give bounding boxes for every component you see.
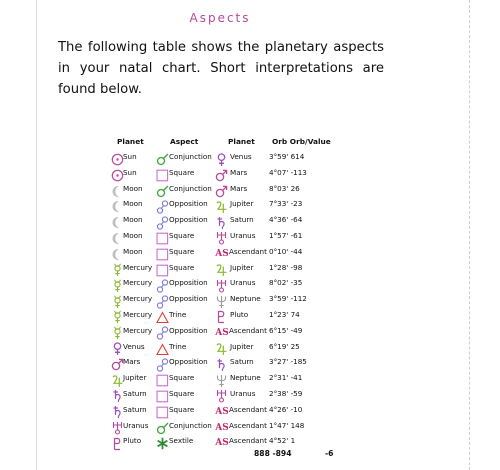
- ascendant-icon: AS: [215, 422, 229, 433]
- planet-2-label: Uranus: [230, 230, 256, 240]
- aspect-label: Square: [169, 373, 195, 383]
- orb-value: 4°07' -113: [269, 167, 307, 177]
- aspect-label: Square: [169, 262, 195, 272]
- table-row: [0, 402, 500, 418]
- aspect-label: Conjunction: [169, 152, 212, 161]
- aspect-label: Trine: [169, 341, 187, 351]
- aspect-label: Trine: [169, 309, 187, 319]
- pluto-icon: [110, 436, 124, 451]
- orb-value: 4°36' -64: [269, 215, 303, 225]
- planet-1-label: Venus: [123, 341, 145, 351]
- orb-value: 3°27' -185: [269, 357, 307, 367]
- planet-2-label: Ascendant: [229, 420, 267, 430]
- table-row: [0, 244, 500, 260]
- planet-2-label: Pluto: [230, 309, 249, 319]
- orb-value: 1°28' -98: [269, 262, 303, 272]
- sextile-icon: [155, 436, 169, 451]
- footer-total: 888 -894: [254, 449, 292, 458]
- table-row: [0, 418, 500, 434]
- planet-1-label: Saturn: [123, 404, 147, 414]
- planet-1-label: Moon: [123, 215, 143, 225]
- aspect-label: Opposition: [169, 199, 208, 209]
- table-row: [0, 339, 500, 355]
- aspect-label: Square: [169, 230, 195, 240]
- planet-2-label: Ascendant: [229, 246, 267, 256]
- planet-1-label: Mercury: [123, 278, 153, 288]
- planet-2-label: Uranus: [230, 388, 256, 398]
- planet-1-label: Moon: [123, 246, 143, 256]
- orb-value: 2°38' -59: [269, 388, 303, 398]
- orb-value: 1°47' 148: [269, 420, 305, 430]
- orb-value: 1°23' 74: [269, 309, 300, 319]
- planet-1-label: Moon: [123, 183, 143, 193]
- orb-value: 8°02' -35: [269, 278, 303, 288]
- planet-1-label: Jupiter: [123, 373, 147, 383]
- orb-value: 4°26' -10: [269, 404, 303, 414]
- planet-1-label: Mercury: [123, 309, 153, 319]
- table-row: [0, 212, 500, 228]
- aspect-label: Conjunction: [169, 420, 212, 430]
- planet-2-label: Uranus: [230, 278, 256, 288]
- planet-1-label: Uranus: [123, 420, 149, 430]
- planet-1-label: Sun: [123, 167, 137, 177]
- orb-value: 4°52' 1: [269, 436, 296, 446]
- orb-value: 8°03' 26: [269, 183, 300, 193]
- header-aspect: Aspect: [170, 137, 199, 146]
- aspect-label: Square: [169, 404, 195, 414]
- planet-2-label: Venus: [230, 152, 252, 161]
- planet-1-label: Mercury: [123, 325, 153, 335]
- page-title: Aspects: [189, 11, 251, 25]
- table-row: [0, 260, 500, 276]
- orb-value: 0°10' -44: [269, 246, 303, 256]
- planet-2-label: Saturn: [230, 215, 254, 225]
- planet-2-label: Jupiter: [230, 341, 254, 351]
- table-row: [0, 386, 500, 402]
- table-row: [0, 149, 500, 165]
- header-planet-1: Planet: [117, 137, 144, 146]
- planet-2-label: Neptune: [230, 294, 261, 304]
- planet-1-label: Moon: [123, 230, 143, 240]
- table-row: [0, 275, 500, 291]
- planet-2-label: Ascendant: [229, 404, 267, 414]
- table-row: [0, 165, 500, 181]
- table-row: [0, 196, 500, 212]
- aspect-label: Opposition: [169, 278, 208, 288]
- aspect-label: Square: [169, 167, 195, 177]
- planet-2-label: Jupiter: [230, 262, 254, 272]
- aspect-label: Opposition: [169, 357, 208, 367]
- aspect-label: Square: [169, 246, 195, 256]
- table-row: [0, 181, 500, 197]
- aspect-label: Opposition: [169, 325, 208, 335]
- planet-2-label: Ascendant: [229, 436, 267, 446]
- planet-2-label: Mars: [230, 167, 248, 177]
- aspect-label: Sextile: [169, 436, 194, 446]
- orb-value: 1°57' -61: [269, 230, 303, 240]
- footer-value: -6: [325, 449, 334, 458]
- table-row: [0, 433, 500, 449]
- orb-value: 6°15' -49: [269, 325, 303, 335]
- orb-value: 3°59' 614: [269, 152, 305, 161]
- planet-1-label: Moon: [123, 199, 143, 209]
- table-row: [0, 323, 500, 339]
- planet-1-label: Saturn: [123, 388, 147, 398]
- orb-value: 2°31' -41: [269, 373, 303, 383]
- aspects-table: [0, 149, 500, 449]
- planet-1-label: Mercury: [123, 262, 153, 272]
- table-row: [0, 307, 500, 323]
- table-row: [0, 370, 500, 386]
- aspect-label: Opposition: [169, 215, 208, 225]
- table-row: [0, 291, 500, 307]
- orb-value: 6°19' 25: [269, 341, 300, 351]
- planet-1-label: Mars: [123, 357, 141, 367]
- table-row: [0, 354, 500, 370]
- ascendant-icon: AS: [215, 248, 229, 259]
- planet-2-label: Ascendant: [229, 325, 267, 335]
- planet-2-label: Saturn: [230, 357, 254, 367]
- planet-2-label: Mars: [230, 183, 248, 193]
- ascendant-icon: AS: [215, 438, 229, 449]
- header-orb: Orb Orb/Value: [272, 137, 331, 146]
- planet-2-label: Jupiter: [230, 199, 254, 209]
- intro-paragraph: The following table shows the planetary aspects in your natal chart. Short interpretations are found below.: [58, 40, 384, 97]
- aspect-label: Square: [169, 388, 195, 398]
- header-planet-2: Planet: [228, 137, 255, 146]
- planet-1-label: Mercury: [123, 294, 153, 304]
- orb-value: 7°33' -23: [269, 199, 303, 209]
- ascendant-icon: AS: [215, 406, 229, 417]
- aspect-label: Opposition: [169, 294, 208, 304]
- aspect-label: Conjunction: [169, 183, 212, 193]
- planet-2-label: Neptune: [230, 373, 261, 383]
- ascendant-icon: AS: [215, 327, 229, 338]
- orb-value: 3°59' -112: [269, 294, 307, 304]
- planet-1-label: Sun: [123, 152, 137, 161]
- planet-1-label: Pluto: [123, 436, 142, 446]
- table-row: [0, 228, 500, 244]
